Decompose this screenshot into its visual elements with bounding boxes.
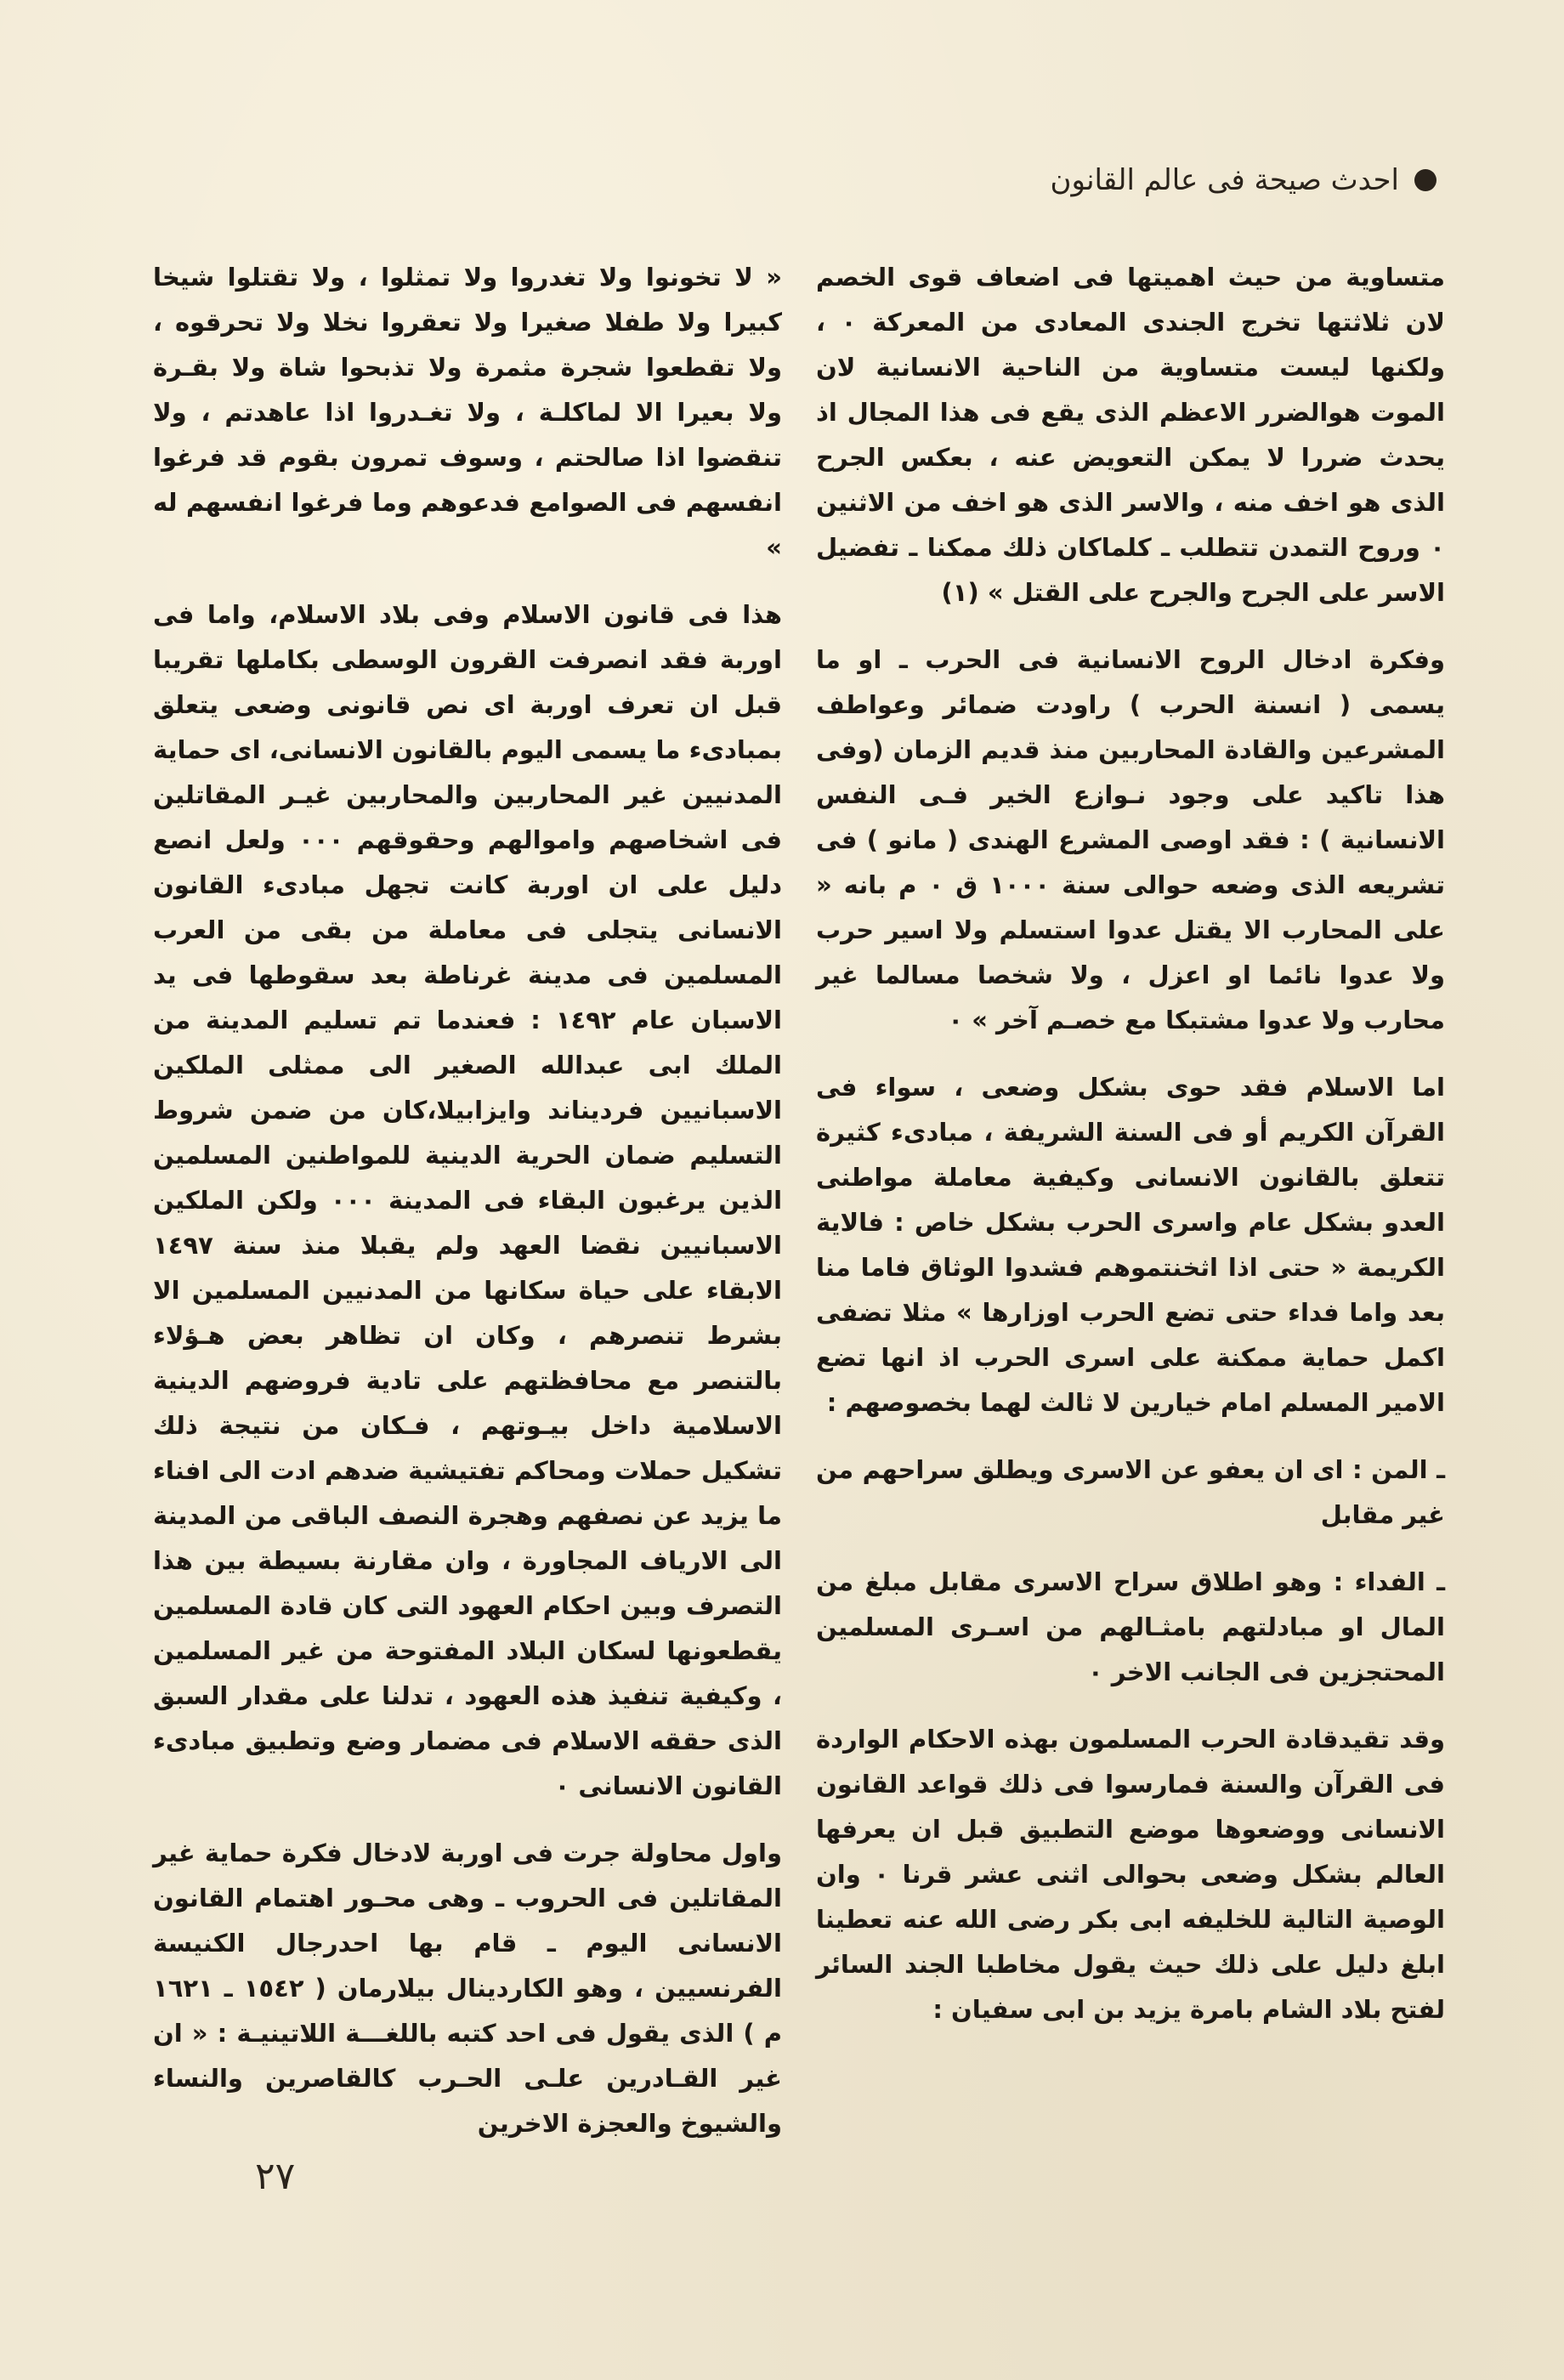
paragraph: « لا تخونوا ولا تغدروا ولا تمثلوا ، ولا تقتلوا شيخا كبيرا ولا طفلا صغيرا ولا تعقروا نخلا ولا تحرقوه ، ولا تقطعوا شجرة مثمرة ولا تذبحوا شاة ولا بقـرة ولا بعيرا الا لماكلـة ، ولا تغـدروا اذا عاهدتم ، ولا تنقضوا اذا صالحتم ، وسوف تمرون بقوم قد فرغوا انفسهم فى الصوامع فدعوهم وما فرغوا انفسهم له » bbox=[153, 263, 782, 562]
paragraph: اما الاسلام فقد حوى بشكل وضعى ، سواء فى القرآن الكريم أو فى السنة الشريفة ، مبادىء كثيرة تتعلق بالقانون الانسانى وكيفية معاملة مواطنى العدو بشكل عام واسرى الحرب بشكل خاص : فالاية الكريمة « حتى اذا اثخنتموهم فشدوا الوثاق فاما منا بعد واما فداء حتى تضع الحرب اوزارها » مثلا تضفى اكمل حماية ممكنة على اسرى الحرب اذ انها تضع الامير المسلم امام خيارين لا ثالث لهما بخصوصهم : bbox=[816, 1073, 1445, 1417]
left-column bbox=[153, 255, 782, 2146]
bullet-icon bbox=[1414, 169, 1436, 191]
page-number: ٢٧ bbox=[255, 2155, 296, 2198]
paragraph: ـ الفداء : وهو اطلاق سراح الاسرى مقابل مبلغ من المال او مبادلتهم بامثـالهم من اسـرى المسلمين المحتجزين فى الجانب الاخر ٠ bbox=[816, 1567, 1445, 1686]
running-title: احدث صيحة فى عالم القانون bbox=[1050, 163, 1399, 197]
paragraph: وفكرة ادخال الروح الانسانية فى الحرب ـ او ما يسمى ( انسنة الحرب ) راودت ضمائر وعواطف المشرعين والقادة المحاربين منذ قديم الزمان (وفى هذا تاكيد على وجود نـوازع الخير فـى النفس الانسانية ) : فقد اوصى المشرع الهندى ( مانو ) فى تشريعه الذى وضعه حوالى سنة ١٠٠٠ ق ٠ م بانه « على المحارب الا يقتل عدوا استسلم ولا اسير حرب ولا عدوا نائما او اعزل ، ولا شخصا مسالما غير محارب ولا عدوا مشتبكا مع خصـم آخر » ٠ bbox=[816, 645, 1446, 1034]
running-header bbox=[824, 163, 1436, 197]
paragraph: هذا فى قانون الاسلام وفى بلاد الاسلام، واما فى اوربة فقد انصرفت القرون الوسطى بكاملها تقريبا قبل ان تعرف اوربة اى نص قانونى وضعى يتعلق بمبادىء ما يسمى اليوم بالقانون الانسانى، اى حماية المدنيين غير المحاربين والمحاربين غيـر المقاتلين فى اشخاصهم واموالهم وحقوقهم ٠٠٠ ولعل انصع دليل على ان اوربة كانت تجهل مبادىء القانون الانسانى يتجلى فى معاملة من بقى من العرب المسلمين فى مدينة غرناطة بعد سقوطها فى يد الاسبان عام ١٤٩٢ : فعندما تم تسليم المدينة من الملك ابى عبدالله الصغير الى ممثلى الملكين الاسبانيين فرديناند وايزابيلا،كان من ضمن شروط التسليم ضمان الحرية الدينية للمواطنين المسلمين الذين يرغبون البقاء فى المدينة ٠٠٠ ولكن الملكين الاسبانيين نقضا العهد ولم يقبلا منذ سنة ١٤٩٧ الابقاء على حياة سكانها من المدنيين المسلمين الا بشرط تنصرهم ، وكان ان تظاهر بعض هـؤلاء بالتنصر مع محافظتهم على تادية فروضهم الدينية الاسلامية داخل بيـوتهم ، فـكان من نتيجة ذلك تشكيل حملات ومحاكم تفتيشية ضدهم ادت الى افناء ما يزيد عن نصفهم وهجرة النصف الباقى من المدينة الى الارياف المجاورة ، وان مقارنة بسيطة بين هذا التصرف وبين احكام العهود التى كان قادة المسلمين يقطعونها لسكان البلاد المفتوحة من غير المسلمين ، وكيفية تنفيذ هذه العهود ، تدلنا على مقدار السبق الذى حققه الاسلام فى مضمار وضع وتطبيق مبادىء القانون الانسانى ٠ bbox=[153, 600, 783, 1800]
paragraph: وقد تقيدقادة الحرب المسلمون بهذه الاحكام الواردة فى القرآن والسنة فمارسوا فى ذلك قواعد القانون الانسانى ووضعوها موضع التطبيق قبل ان يعرفها العالم بشكل وضعى بحوالى اثنى عشر قرنا ٠ وان الوصية التالية للخليفه ابى بكر رضى الله عنه تعطينا ابلغ دليل على ذلك حيث يقول مخاطبا الجند السائر لفتح بلاد الشام بامرة يزيد بن ابى سفيان : bbox=[816, 1725, 1445, 2024]
paragraph: واول محاولة جرت فى اوربة لادخال فكرة حماية غير المقاتلين فى الحروب ـ وهى محـور اهتمام القانون الانسانى اليوم ـ قام بها احدرجال الكنيسة الفرنسيين ، وهو الكاردينال بيلارمان ( ١٥٤٢ ـ ١٦٢١ م ) الذى يقول فى احد كتبه باللغـــة اللاتينيـة : « ان غير القـادرين علـى الحـرب كالقاصرين والنساء والشيوخ والعجزة الاخرين bbox=[153, 1839, 782, 2138]
right-column bbox=[816, 255, 1445, 2032]
paragraph: متساوية من حيث اهميتها فى اضعاف قوى الخصم لان ثلاثتها تخرج الجندى المعادى من المعركة ٠ ، ولكنها ليست متساوية من الناحية الانسانية لان الموت هوالضرر الاعظم الذى يقع فى هذا المجال اذ يحدث ضررا لا يمكن التعويض عنه ، بعكس الجرح الذى هو اخف منه ، والاسر الذى هو اخف من الاثنين ٠ وروح التمدن تتطلب ـ كلماكان ذلك ممكنا ـ تفضيل الاسر على الجرح والجرح على القتل » (١) bbox=[816, 263, 1445, 607]
paragraph: ـ المن : اى ان يعفو عن الاسرى ويطلق سراحهم من غير مقابل bbox=[816, 1455, 1445, 1529]
